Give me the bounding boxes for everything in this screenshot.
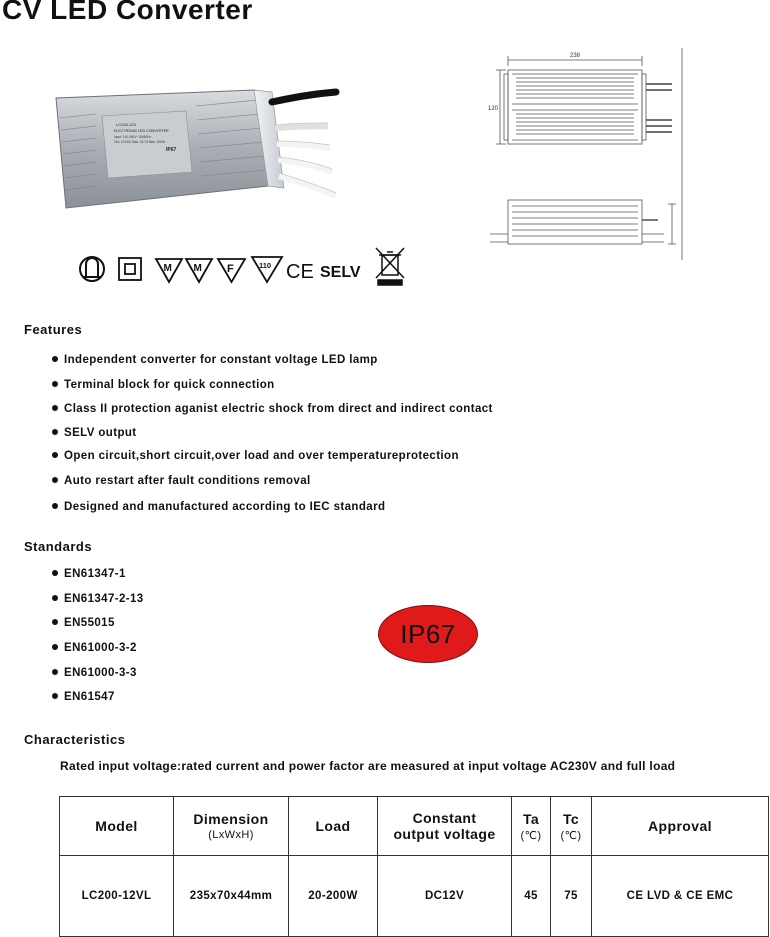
- cell-dimension: 235x70x44mm: [174, 856, 289, 937]
- cell-approval: CE LVD & CE EMC: [592, 856, 769, 937]
- characteristics-heading: Characteristics: [24, 732, 126, 747]
- header-approval: Approval: [592, 797, 769, 856]
- bullet-icon: [52, 644, 58, 650]
- standard-item: EN61347-2-13: [52, 593, 144, 605]
- header-ta: Ta (℃): [512, 797, 551, 856]
- temperature-rating-icon: [252, 257, 282, 282]
- m-mark-icon: [156, 259, 182, 282]
- f-mark-icon: [218, 259, 245, 282]
- standard-item: EN61547: [52, 691, 115, 703]
- feature-item: Auto restart after fault conditions removal: [52, 475, 311, 487]
- feature-item: Open circuit,short circuit,over load and over temperatureprotection: [52, 450, 459, 462]
- header-load: Load: [289, 797, 378, 856]
- m-mark-label: M: [193, 263, 202, 274]
- bullet-icon: [52, 503, 58, 509]
- m-mark-icon: [186, 259, 212, 282]
- header-tc: Tc (℃): [551, 797, 592, 856]
- ce-mark-icon: CE: [286, 261, 314, 283]
- cell-voltage: DC12V: [378, 856, 512, 937]
- standard-item: EN61000-3-2: [52, 642, 137, 654]
- bullet-icon: [52, 477, 58, 483]
- technical-drawing: [486, 44, 686, 264]
- standard-item: EN61000-3-3: [52, 667, 137, 679]
- page-title: CV LED Converter: [2, 0, 253, 25]
- feature-item: SELV output: [52, 427, 137, 439]
- photo-label-line: IP67: [166, 147, 177, 153]
- thermal-protection-icon: [80, 257, 104, 281]
- weee-bin-icon: [376, 248, 404, 285]
- ip67-badge: IP67: [378, 605, 478, 663]
- cell-load: 20-200W: [289, 856, 378, 937]
- bullet-icon: [52, 595, 58, 601]
- dimension-height: 120: [488, 106, 499, 112]
- standard-item: EN55015: [52, 617, 115, 629]
- temperature-rating-label: 110: [259, 261, 272, 270]
- bullet-icon: [52, 356, 58, 362]
- standard-item: EN61347-1: [52, 568, 126, 580]
- photo-label-line: Input: 110-240V~ 50/60Hz: [114, 135, 152, 139]
- bullet-icon: [52, 693, 58, 699]
- header-dimension: Dimension (LxWxH): [174, 797, 289, 856]
- bullet-icon: [52, 619, 58, 625]
- photo-label-line: ELECTRONIC LED CONVERTER: [114, 129, 169, 133]
- class-ii-icon: [119, 258, 141, 280]
- bullet-icon: [52, 570, 58, 576]
- standards-heading: Standards: [24, 539, 93, 554]
- cell-tc: 75: [551, 856, 592, 937]
- features-heading: Features: [24, 322, 83, 337]
- header-model: Model: [60, 797, 174, 856]
- f-mark-label: F: [227, 263, 234, 275]
- table-header-row: [60, 797, 769, 856]
- bullet-icon: [52, 452, 58, 458]
- characteristics-note: Rated input voltage:rated current and power factor are measured at input voltage AC230V and full load: [60, 759, 676, 773]
- m-mark-label: M: [163, 263, 172, 274]
- certification-symbols: [74, 244, 414, 288]
- bullet-icon: [52, 669, 58, 675]
- feature-item: Designed and manufactured according to IEC standard: [52, 501, 385, 513]
- cell-ta: 45: [512, 856, 551, 937]
- cell-model: LC200-12VL: [60, 856, 174, 937]
- selv-mark: SELV: [320, 264, 361, 281]
- dimension-width: 238: [570, 53, 581, 59]
- photo-label-line: Out: 12VDC Max: 16.7A Max: 200W: [114, 140, 166, 144]
- bullet-icon: [52, 381, 58, 387]
- bullet-icon: [52, 429, 58, 435]
- specs-table: [59, 796, 769, 937]
- feature-item: Class II protection aganist electric shock from direct and indirect contact: [52, 403, 493, 415]
- feature-item: Independent converter for constant voltage LED lamp: [52, 354, 378, 366]
- product-photo: [36, 78, 366, 218]
- header-output-voltage: Constant output voltage: [378, 797, 512, 856]
- feature-item: Terminal block for quick connection: [52, 379, 275, 391]
- bullet-icon: [52, 405, 58, 411]
- table-row: [60, 856, 769, 937]
- photo-label-line: LC200-12V: [116, 122, 137, 127]
